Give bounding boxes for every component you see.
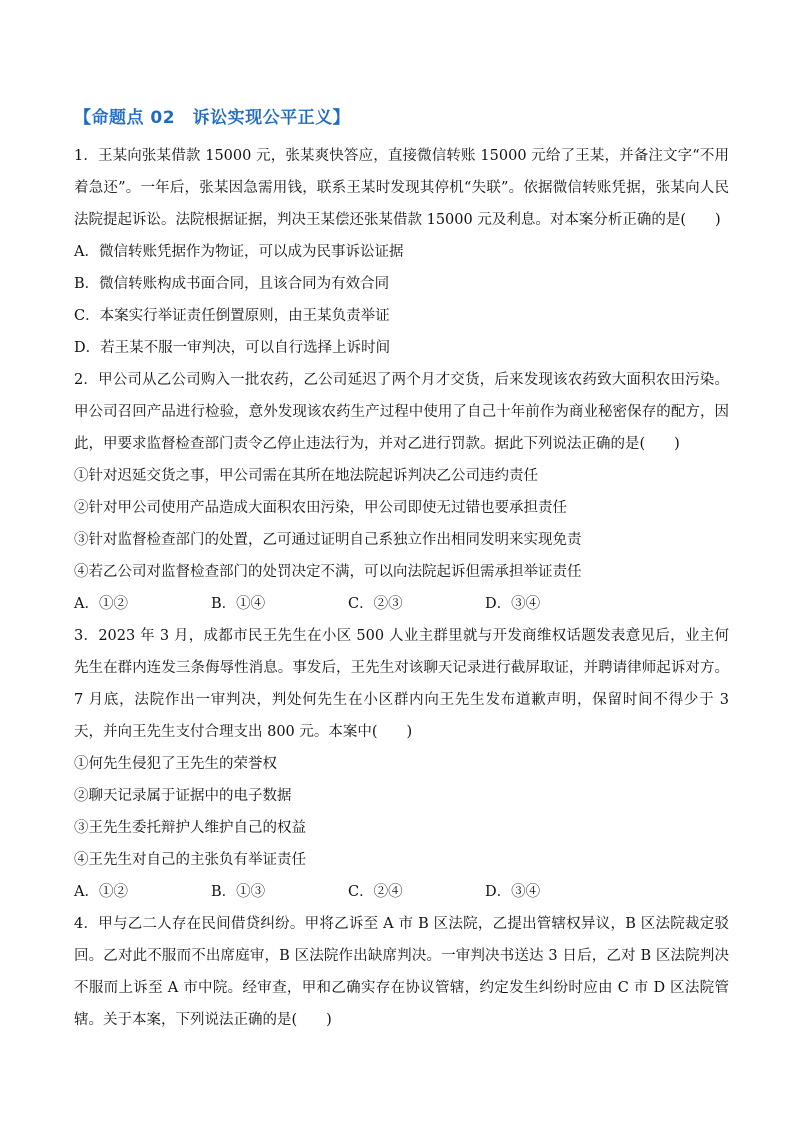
question-stem: 4．甲与乙二人存在民间借贷纠纷。甲将乙诉至 A 市 B 区法院，乙提出管辖权异议，B 区法院裁定驳回。乙对此不服而不出席庭审，B 区法院作出缺席判决。一审判决书送达 3 日后，乙对 B 区法院判决不服而上诉至 A 市中院。经审查，甲和乙确实存在协议管辖，约定发生纠纷时应由 C 市 D 区法院管辖。关于本案，下列说法正确的是( ) bbox=[74, 916, 729, 1028]
choice-c: C．②③ bbox=[348, 596, 403, 612]
answer-choices bbox=[74, 588, 729, 620]
question-stem: 2．甲公司从乙公司购入一批农药，乙公司延迟了两个月才交货，后来发现该农药致大面积农田污染。甲公司召回产品进行检验，意外发现该农药生产过程中使用了自己十年前作为商业秘密保存的配方，因此，甲要求监督检查部门责令乙停止违法行为，并对乙进行罚款。据此下列说法正确的是( ) bbox=[74, 372, 729, 452]
question-1 bbox=[74, 140, 729, 364]
question-list bbox=[74, 140, 729, 1036]
statement-3: ③王先生委托辩护人维护自己的权益 bbox=[74, 820, 306, 836]
option-d: D．若王某不服一审判决，可以自行选择上诉时间 bbox=[74, 340, 391, 356]
section-heading: 【命题点 02 诉讼实现公平正义】 bbox=[74, 108, 351, 128]
question-3 bbox=[74, 620, 729, 908]
choice-c: C．②④ bbox=[348, 884, 403, 900]
question-stem: 3．2023 年 3 月，成都市民王先生在小区 500 人业主群里就与开发商维权话题发表意见后，业主何先生在群内连发三条侮辱性消息。事发后，王先生对该聊天记录进行截屏取证，并聘请律师起诉对方。7 月底，法院作出一审判决，判处何先生在小区群内向王先生发布道歉声明，保留时间不得少于 3 天，并向王先生支付合理支出 800 元。本案中( ) bbox=[74, 628, 729, 740]
choice-d: D．③④ bbox=[485, 884, 541, 900]
statement-3: ③针对监督检查部门的处置，乙可通过证明自己系独立作出相同发明来实现免责 bbox=[74, 532, 582, 548]
option-b: B．微信转账构成书面合同，且该合同为有效合同 bbox=[74, 276, 390, 292]
choice-d: D．③④ bbox=[485, 596, 541, 612]
choice-b: B．①③ bbox=[211, 884, 266, 900]
option-a: A．微信转账凭据作为物证，可以成为民事诉讼证据 bbox=[74, 244, 404, 260]
statement-4: ④王先生对自己的主张负有举证责任 bbox=[74, 852, 306, 868]
statement-2: ②聊天记录属于证据中的电子数据 bbox=[74, 788, 292, 804]
question-2 bbox=[74, 364, 729, 620]
question-4 bbox=[74, 908, 729, 1036]
answer-choices bbox=[74, 876, 729, 908]
statement-4: ④若乙公司对监督检查部门的处罚决定不满，可以向法院起诉但需承担举证责任 bbox=[74, 564, 582, 580]
statement-2: ②针对甲公司使用产品造成大面积农田污染，甲公司即使无过错也要承担责任 bbox=[74, 500, 567, 516]
option-c: C．本案实行举证责任倒置原则，由王某负责举证 bbox=[74, 308, 390, 324]
choice-b: B．①④ bbox=[211, 596, 266, 612]
statement-1: ①针对迟延交货之事，甲公司需在其所在地法院起诉判决乙公司违约责任 bbox=[74, 468, 538, 484]
choice-a: A．①② bbox=[74, 596, 128, 612]
choice-a: A．①② bbox=[74, 884, 128, 900]
statement-1: ①何先生侵犯了王先生的荣誉权 bbox=[74, 756, 277, 772]
question-stem: 1．王某向张某借款 15000 元，张某爽快答应，直接微信转账 15000 元给了王某，并备注文字“不用着急还”。一年后，张某因急需用钱，联系王某时发现其停机“失联”。依据微信转账凭据，张某向人民法院提起诉讼。法院根据证据，判决王某偿还张某借款 15000 元及利息。对本案分析正确的是( ) bbox=[74, 148, 729, 228]
